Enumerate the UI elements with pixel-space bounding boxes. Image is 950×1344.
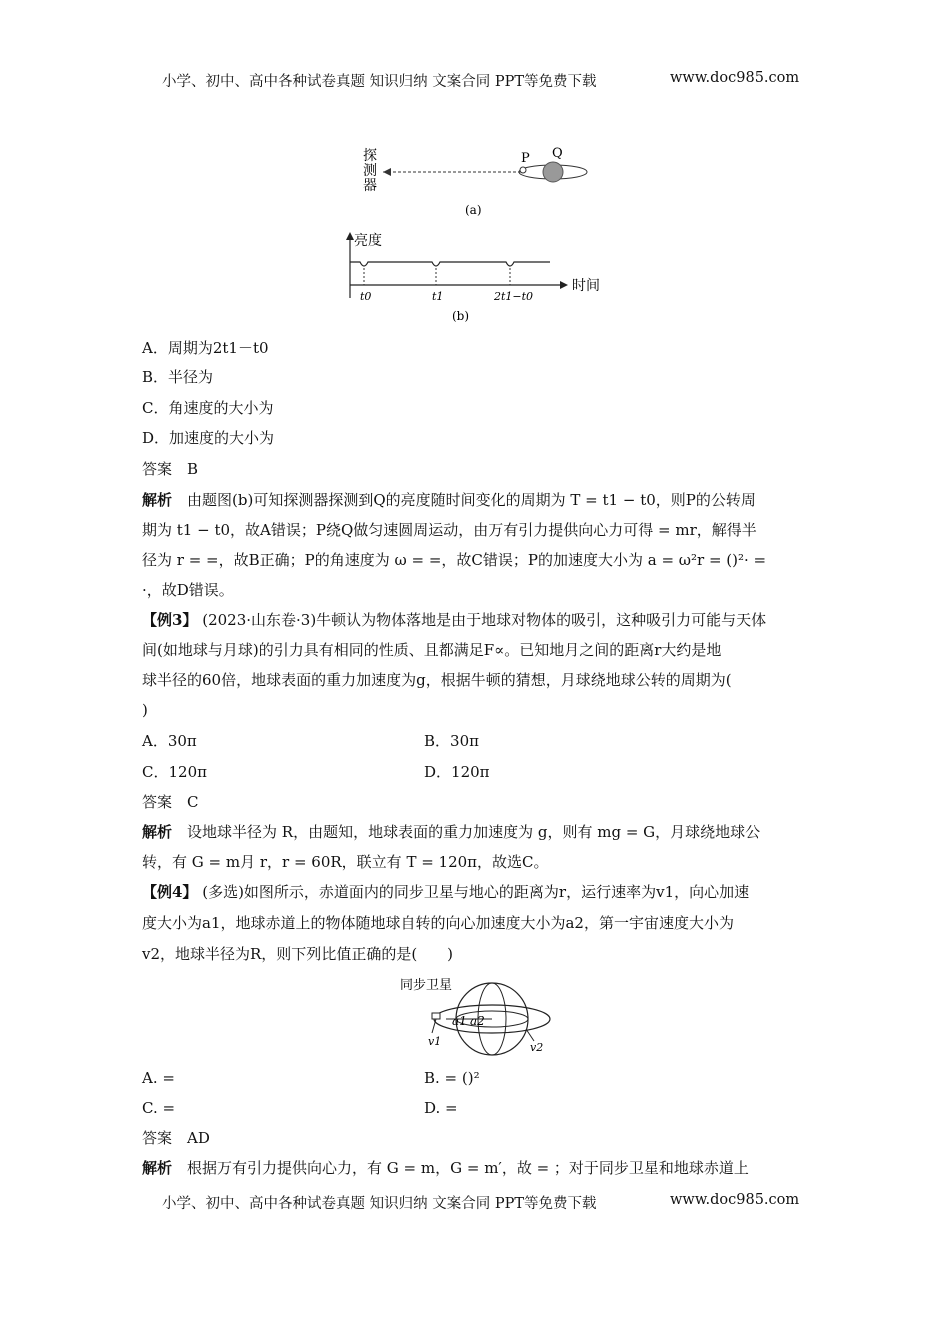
q3-analysis-2: 转，有 G = m月 r，r = 60R，联立有 T = 120π，故选C。 [142,853,549,871]
q3-option-b: B．30π [424,732,479,750]
v2-arrow [526,1029,534,1041]
figure-a [355,142,595,222]
q2-analysis-3: 径为 r = =，故B正确；P的角速度为 ω = =，故C错误；P的加速度大小为 a = ω²r = ()²· = [142,551,767,569]
q3-stem-3: 球半径的60倍，地球表面的重力加速度为g，根据牛顿的猜想，月球绕地球公转的周期为( [142,671,732,689]
star-q [543,162,563,182]
q3-answer: 答案 C [142,793,199,811]
q3-stem-2: 间(如地球与月球)的引力具有相同的性质、且都满足F∝。已知地月之间的距离r大约是地 [142,641,722,659]
q4-analysis-1: 解析 根据万有引力提供向心力，有 G = m，G = m′，故 = ；对于同步卫星和地球赤道上 [142,1159,749,1177]
q2-answer: 答案 B [142,460,199,478]
label-a1: a1 [452,1014,467,1028]
q2-option-a: A．周期为2t1－t0 [142,339,269,357]
footer-text: 小学、初中、高中各种试卷真题 知识归纳 文案合同 PPT等免费下载 [162,1196,597,1212]
q4-stem-1: 【例4】 (多选)如图所示，赤道面内的同步卫星与地心的距离为r，运行速率为v1，向心加速 [142,883,750,901]
arrow-head [383,168,391,176]
q4-option-c: C. = [142,1099,176,1117]
planet-p [520,167,526,173]
q2-option-c: C．角速度的大小为 [142,399,274,417]
q2-option-b: B．半径为 [142,368,214,386]
q4-option-b: B. = ()² [424,1069,480,1087]
x-arrow [560,281,568,289]
label-t2: 2t1−t0 [494,290,534,303]
figure-b [340,228,615,326]
probe-char-3: 器 [363,178,377,194]
q2-analysis-4: ·，故D错误。 [142,581,234,599]
label-a2: a2 [470,1014,485,1028]
y-label: 亮度 [354,233,382,249]
brightness-curve [350,262,550,266]
q2-analysis-2: 期为 t1 − t0，故A错误；P绕Q做匀速圆周运动，由万有引力提供向心力可得 = mr，解得半 [142,521,757,539]
label-t1: t1 [432,290,444,303]
figure-earth [398,975,558,1060]
y-arrow [346,232,354,240]
caption-b: (b) [452,309,470,323]
q3-option-c: C．120π [142,763,207,781]
q3-option-a: A．30π [142,732,197,750]
label-q: Q [552,146,563,161]
x-label: 时间 [572,278,600,294]
sat-label: 同步卫星 [400,978,453,993]
footer-site: www.doc985.com [670,1192,800,1208]
q2-option-d: D．加速度的大小为 [142,429,275,447]
satellite [432,1013,440,1019]
probe-char-1: 探 [363,148,377,164]
label-v2: v2 [530,1041,544,1054]
label-v1: v1 [428,1035,442,1048]
q4-answer: 答案 AD [142,1129,210,1147]
probe-char-2: 测 [363,163,377,179]
label-p: P [521,151,530,166]
q4-option-a: A. = [142,1069,175,1087]
q2-analysis-1: 解析 由题图(b)可知探测器探测到Q的亮度随时间变化的周期为 T = t1 − t0，则P的公转周 [142,491,756,509]
q3-option-d: D．120π [424,763,490,781]
caption-a: (a) [465,203,482,217]
header-site: www.doc985.com [670,70,800,86]
q4-stem-3: v2，地球半径为R，则下列比值正确的是( ) [142,945,454,963]
q4-option-d: D. = [424,1099,458,1117]
q3-stem-1: 【例3】 (2023·山东卷·3)牛顿认为物体落地是由于地球对物体的吸引，这种吸引力可能与天体 [142,611,767,629]
q3-stem-4: ) [142,701,148,719]
label-t0: t0 [360,290,372,303]
header-text: 小学、初中、高中各种试卷真题 知识归纳 文案合同 PPT等免费下载 [162,74,597,90]
q4-stem-2: 度大小为a1，地球赤道上的物体随地球自转的向心加速度大小为a2，第一宇宙速度大小为 [142,914,734,932]
q3-analysis-1: 解析 设地球半径为 R，由题知，地球表面的重力加速度为 g，则有 mg = G，月球绕地球公 [142,823,761,841]
